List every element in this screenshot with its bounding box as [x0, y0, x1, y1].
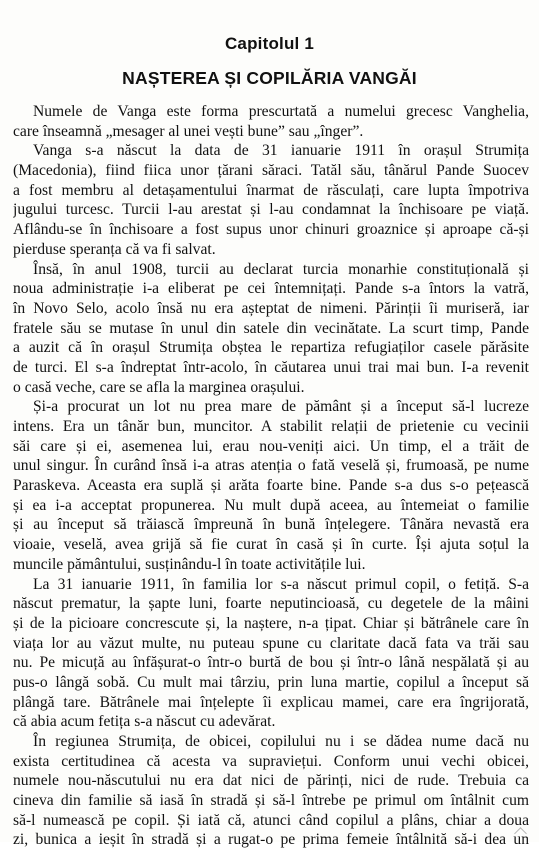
text-line: a fost membru al detașamentului înarmat de răsculați, care lupta împotriva: [13, 181, 529, 199]
text-line: Numele de Vanga este forma prescurtată a numelui grecesc Vanghelia,: [33, 103, 529, 120]
text-line: noua administrație i-a eliberat pe cei întemnițați. Pande s-a întors la vatră,: [13, 280, 529, 298]
text-line: vioaie, veselă, avea grijă să fie curat în casă și în curte. Își ajuta soțul la: [13, 536, 529, 554]
text-line: în Novo Selo, acolo însă nu era așteptat de nimeni. Părinții îi muriseră, iar: [13, 299, 529, 317]
text-line: că abia acum fetița s-a născut cu adevărat.: [13, 713, 276, 731]
text-line: Însă, în anul 1908, turcii au declarat turcia monarhie constituțională și: [33, 260, 529, 278]
text-line: intens. Era un tânăr bun, muncitor. A stabilit relații de prietenie cu vecinii: [13, 418, 529, 435]
text-line: să-l numească pe copil. Și iată că, atunci când copilul a plâns, chiar a doua: [13, 811, 529, 829]
text-line: zi, bunica a ieșit în stradă și a rugat-o pe prima femeie întâlnită să-i dea un: [13, 831, 529, 849]
text-line: a auzit că în orașul Strumița obștea le repartiza refugiaților casele părăsite: [13, 339, 529, 357]
text-line: unul singur. În curând însă i-a atras atenția o fată veselă și, frumoasă, pe nume: [13, 457, 529, 475]
text-line: În regiunea Strumița, de obicei, copilului nu i se dădea nume dacă nu: [33, 733, 529, 750]
text-line: Vanga s-a născut la data de 31 ianuarie 1911 în orașul Strumița: [33, 142, 529, 160]
text-line: jugului turcesc. Turcii l-au arestat și l-au condamnat la închisoare pe viață.: [13, 201, 529, 219]
text-line: (Macedonia), fiind fiica unor țărani săraci. Tatăl său, tânărul Pande Suocev: [13, 162, 529, 180]
text-line: care înseamnă „mesager al unei vești bune” sau „înger”.: [13, 122, 364, 140]
text-line: nu. Pe micuță au înfășurat-o într-o burtă de bou și într-o lână nespălată și au: [13, 654, 529, 672]
text-line: numele nou-născutului nu era dat nici de părinți, nici de rude. Trebuia ca: [13, 772, 529, 790]
text-line: plângă tare. Bătrânele mai înțelepte îi explicau mamei, care era îngrijorată,: [13, 693, 529, 711]
text-line: și ea i-a acceptat propunerea. Nu mult după aceea, au întemeiat o familie: [13, 496, 529, 514]
text-line: săi care și ei, asemenea lui, erau nou-veniți aici. Un timp, el a trăit de: [13, 437, 529, 455]
chapter-title: NAȘTEREA ȘI COPILĂRIA VANGĂI: [122, 68, 417, 88]
text-line: viața lor au văzut multe, nu puteau spune cu claritate dacă fata va trăi sau: [13, 634, 529, 652]
text-line: pus-o lângă sobă. Cu mult mai târziu, prin luna martie, copilul a început să: [13, 673, 529, 691]
text-line: Și-a procurat un lot nu prea mare de pământ și a început să-l lucreze: [33, 398, 529, 416]
text-line: fratele său se mutase în unul din satele din vecinătate. La scurt timp, Pande: [13, 319, 529, 337]
text-line: și de la picioare concrescute și, la naștere, n-a țipat. Chiar și bătrânele care în: [13, 614, 529, 632]
text-line: pierduse speranța că va fi salvat.: [13, 240, 216, 258]
text-line: cineva din familie să iasă în stradă și să-l întrebe pe primul om întâlnit cum: [13, 792, 529, 810]
text-line: o casă veche, care se afla la marginea orașului.: [13, 378, 305, 396]
text-line: muncile pământului, susținându-l în toate activitățile lui.: [13, 555, 366, 573]
body-text: [13, 102, 529, 850]
text-line: Aflându-se în închisoare a fost supus unor chinuri groaznice și aproape că-și: [13, 221, 529, 239]
text-line: născut prematur, la șapte luni, foarte neputincioasă, cu degetele de la mâini: [13, 595, 529, 613]
text-line: exista certitudinea că acesta va supraviețui. Conform unui vechi obicei,: [13, 752, 529, 770]
text-line: Paraskeva. Aceasta era suplă și arăta foarte bine. Pande s-a dus s-o pețească: [13, 477, 529, 495]
text-line: de turci. El s-a îndreptat într-acolo, în căutarea unui trai mai bun. I-a revenit: [13, 358, 529, 376]
chapter-label: Capitolul 1: [224, 34, 315, 53]
text-line: La 31 ianuarie 1911, în familia lor s-a născut primul copil, o fetiță. S-a: [33, 575, 529, 593]
text-line: și au început să trăiască împreună în bună înțelegere. Tânăra nevastă era: [13, 516, 529, 534]
